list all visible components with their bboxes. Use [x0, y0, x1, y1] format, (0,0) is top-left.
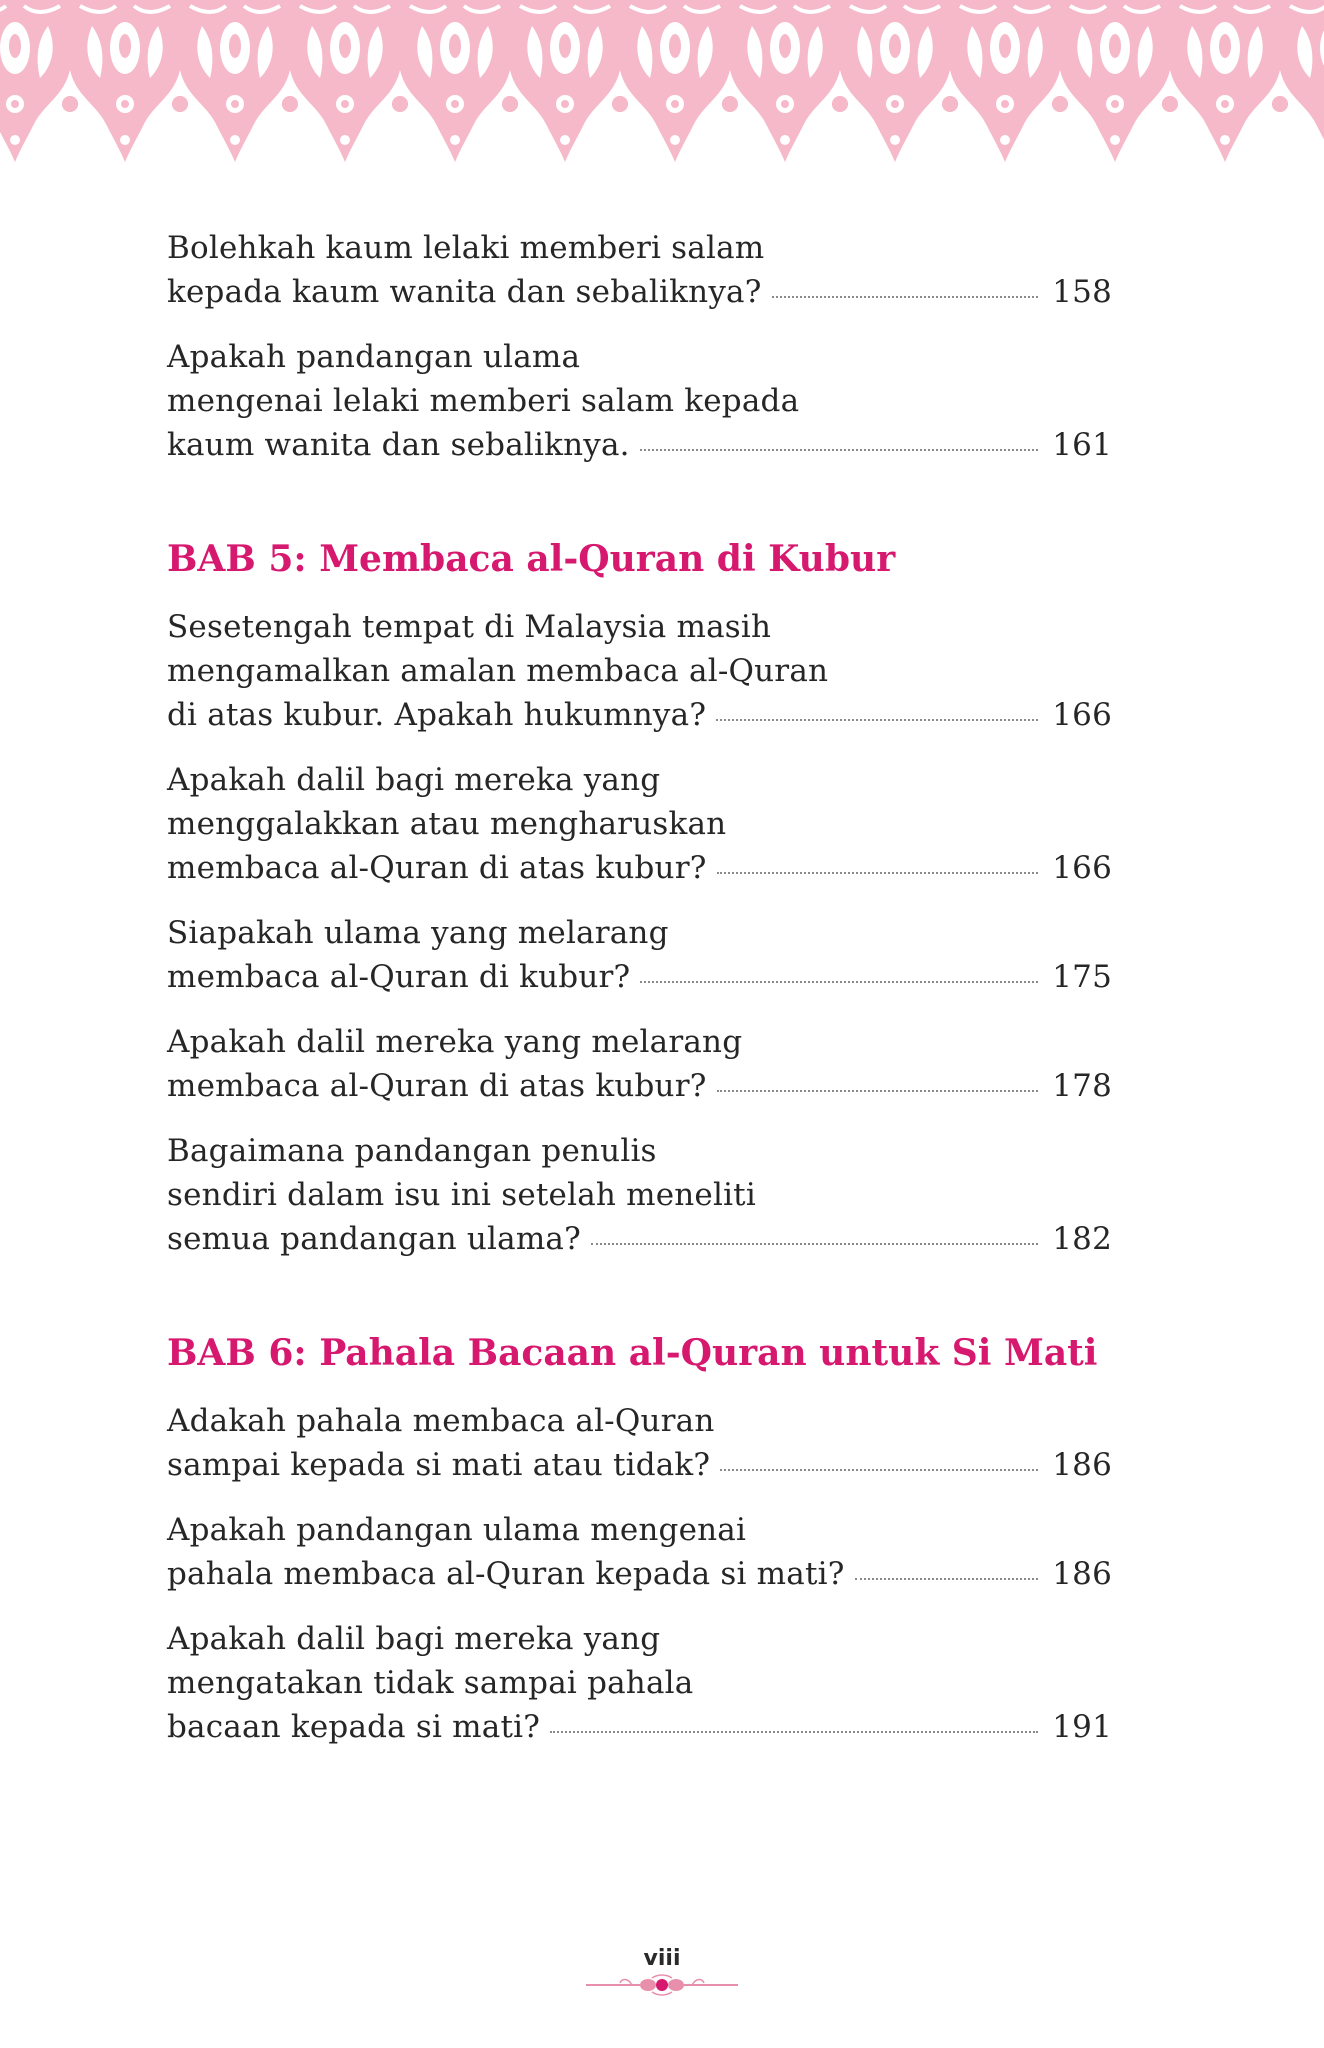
toc-entry[interactable] — [167, 335, 1112, 467]
toc-entry[interactable] — [167, 605, 1112, 737]
entry-line: Bolehkah kaum lelaki memberi salam — [167, 230, 765, 266]
page-number: 186 — [1052, 1447, 1112, 1483]
dot-leader — [720, 1469, 1038, 1471]
toc-section-bab-5 — [167, 537, 1112, 1261]
toc-entry[interactable] — [167, 226, 1112, 314]
toc-entry[interactable] — [167, 1399, 1112, 1487]
page-footer — [0, 1946, 1324, 1996]
entry-line: membaca al-Quran di kubur? — [167, 959, 631, 995]
dot-leader — [717, 872, 1039, 874]
entry-line: Apakah dalil mereka yang melarang — [167, 1024, 743, 1060]
dot-leader — [716, 719, 1038, 721]
page-number: 161 — [1052, 427, 1112, 463]
entry-line: Adakah pahala membaca al-Quran — [167, 1403, 715, 1439]
entry-line: mengatakan tidak sampai pahala — [167, 1665, 694, 1701]
entry-line: kepada kaum wanita dan sebaliknya? — [167, 274, 762, 310]
page-number: 191 — [1052, 1709, 1112, 1745]
table-of-contents — [167, 226, 1112, 1770]
header-lace-ornament — [0, 0, 1324, 175]
entry-line: menggalakkan atau mengharuskan — [167, 806, 727, 842]
entry-line: Sesetengah tempat di Malaysia masih — [167, 609, 772, 645]
page-number: 178 — [1052, 1068, 1112, 1104]
dot-leader — [640, 981, 1038, 983]
entry-line: kaum wanita dan sebaliknya. — [167, 427, 630, 463]
entry-line: Bagaimana pandangan penulis — [167, 1133, 657, 1169]
dot-leader — [550, 1731, 1038, 1733]
toc-section-continued — [167, 226, 1112, 467]
dot-leader — [772, 296, 1039, 298]
chapter-heading[interactable]: BAB 5: Membaca al-Quran di Kubur — [167, 538, 896, 580]
entry-line: membaca al-Quran di atas kubur? — [167, 1068, 707, 1104]
entry-line: membaca al-Quran di atas kubur? — [167, 850, 707, 886]
entry-line: bacaan kepada si mati? — [167, 1709, 541, 1745]
toc-entry[interactable] — [167, 758, 1112, 890]
page-number: 186 — [1052, 1556, 1112, 1592]
dot-leader — [855, 1578, 1039, 1580]
toc-entry[interactable] — [167, 1508, 1112, 1596]
page-number: 158 — [1052, 274, 1112, 310]
page-number: 166 — [1052, 697, 1112, 733]
entry-line: semua pandangan ulama? — [167, 1221, 581, 1257]
dot-leader — [717, 1090, 1039, 1092]
page-number: 182 — [1052, 1221, 1112, 1257]
chapter-heading[interactable]: BAB 6: Pahala Bacaan al-Quran untuk Si Mati — [167, 1332, 1098, 1374]
entry-line: Apakah dalil bagi mereka yang — [167, 1621, 661, 1657]
dot-leader — [591, 1243, 1038, 1245]
toc-entry[interactable] — [167, 1617, 1112, 1749]
floral-flourish-icon — [582, 1974, 742, 1996]
toc-entry[interactable] — [167, 1020, 1112, 1108]
page-number: 166 — [1052, 850, 1112, 886]
toc-entry[interactable] — [167, 1129, 1112, 1261]
entry-line: pahala membaca al-Quran kepada si mati? — [167, 1556, 845, 1592]
entry-line: sampai kepada si mati atau tidak? — [167, 1447, 711, 1483]
entry-line: Apakah dalil bagi mereka yang — [167, 762, 661, 798]
footer-page-number: viii — [643, 1946, 681, 1971]
entry-line: Siapakah ulama yang melarang — [167, 915, 669, 951]
entry-line: mengamalkan amalan membaca al-Quran — [167, 653, 829, 689]
toc-section-bab-6 — [167, 1331, 1112, 1749]
entry-line: Apakah pandangan ulama — [167, 339, 581, 375]
page-number: 175 — [1052, 959, 1112, 995]
entry-line: mengenai lelaki memberi salam kepada — [167, 383, 800, 419]
entry-line: di atas kubur. Apakah hukumnya? — [167, 697, 707, 733]
dot-leader — [640, 449, 1038, 451]
entry-line: sendiri dalam isu ini setelah meneliti — [167, 1177, 756, 1213]
toc-entry[interactable] — [167, 911, 1112, 999]
entry-line: Apakah pandangan ulama mengenai — [167, 1512, 747, 1548]
